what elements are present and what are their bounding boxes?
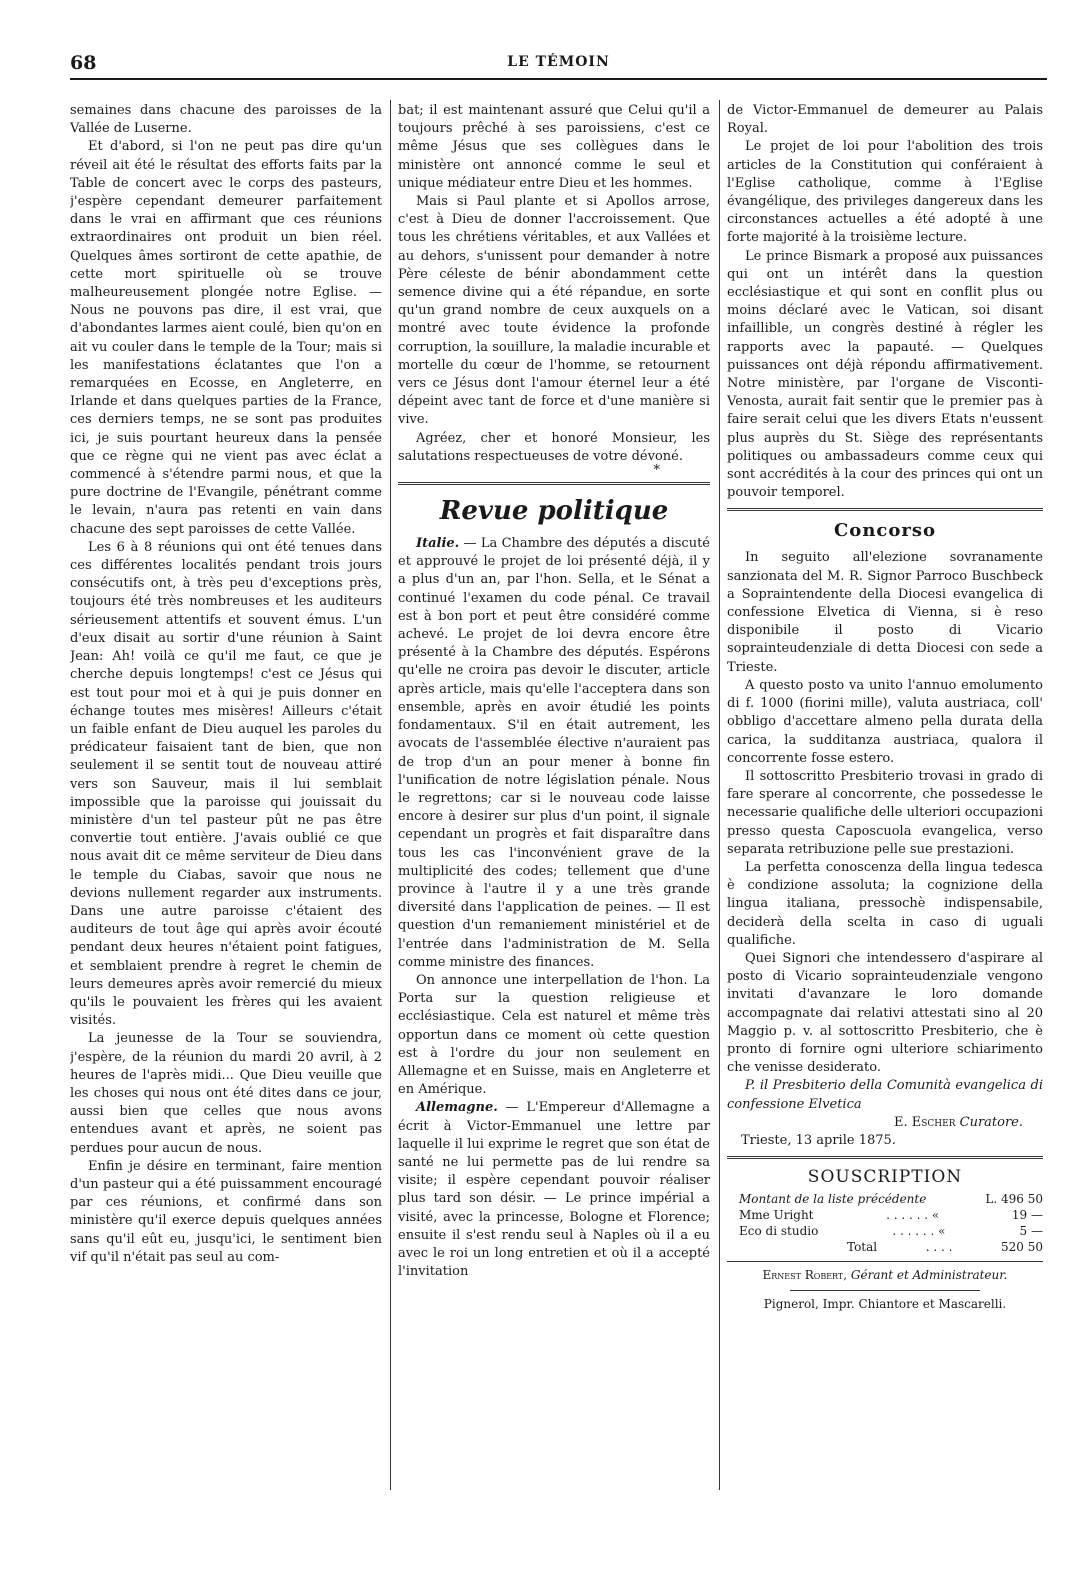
italie-paragraph (398, 535, 710, 972)
souscription-label: Montant de la liste précédente (739, 1192, 927, 1207)
newspaper-title: LE TÉMOIN (507, 54, 610, 70)
column-right (727, 102, 1043, 1492)
total-dots: . . . . (925, 1240, 953, 1255)
paragraph: Il sottoscritto Presbiterio trovasi in grado di fare sperare al concorrente, che possedesse le necessarie qualifiche delle ulteriori occupazioni presso questa Caposcuola evangelica, verso separata retribuzione pelle sue prestazioni. (727, 768, 1043, 857)
souscription-row (727, 1207, 1043, 1223)
presbiterio-text: P. il Presbiterio della Comunità evangelica di confessione Elvetica (727, 1078, 1043, 1112)
allemagne-paragraph (398, 1099, 710, 1281)
paragraph: Mais si Paul plante et si Apollos arrose, c'est à Dieu de donner l'accroissement. Que tous les chrétiens véritables, et aux Vallées et au dehors, s'unissent pour demander à notre Père céleste de bénir abondamment cette semence divine qui a été répandue, en sorte qu'un grand nombre de ceux auxquels on a montré avec toute évidence la profonde corruption, la souillure, la maladie incurable et mortelle du cœur de l'homme, se retournent vers ce Jésus dont l'amour éternel leur a été dépeint avec tant de force et d'une manière si vive. (398, 194, 710, 428)
section-title-concorso: Concorso (833, 520, 936, 542)
souscription-title: SOUSCRIPTION (807, 1167, 963, 1188)
paragraph: On annonce une interpellation de l'hon. La Porta sur la question religieuse et ecclésiastique. Cela est naturel et même très opportun dans ce moment où cette question est à l'ordre du jour non seulement en Allemagne et en Suisse, mais en Angleterre et en Amérique. (398, 972, 710, 1098)
section-title-revue-politique: Revue politique (439, 496, 669, 527)
gerant-role: Gérant et Administrateur. (850, 1268, 1008, 1283)
paragraph: Quei Signori che intendessero d'aspirare al posto di Vicario soprainteudenziale vengono invitati d'avanzare le loro domande accompagnate dai relativi attestati sino al 20 Maggio p. v. al sottoscritto Presbiterio, che è pronto di fornire ogni ulteriore schiarimento che venisse desiderato. (727, 950, 1043, 1076)
place-date: Trieste, 13 aprile 1875. (741, 1132, 896, 1148)
country-label-allemagne: Allemagne. (416, 1100, 498, 1116)
column-divider (390, 100, 391, 1490)
column-left (70, 102, 382, 1492)
paragraph: Le projet de loi pour l'abolition des trois articles de la Constitution qui conféraient à l'Eglise catholique, comme à l'Eglise évangélique, des privileges dangereux dans les circonstances actuelles a été adopté à une forte majorité à la troisième lecture. (727, 139, 1043, 246)
gerant-name: Ernest Robert, (762, 1268, 848, 1283)
paragraph: de Victor-Emmanuel de demeurer au Palais Royal. (727, 103, 1043, 137)
total-value: 520 50 (1000, 1240, 1043, 1255)
paragraph: bat; il est maintenant assuré que Celui qu'il a toujours prêché à ses paroissiens, c'est ce même Jésus que ses collègues dans le ministère ont annoncé comme le seul et unique médiateur entre Dieu et les hommes. (398, 103, 710, 191)
page-header (70, 48, 1047, 80)
page-number: 68 (70, 52, 97, 74)
souscription-value: L. 496 50 (985, 1192, 1043, 1207)
column-middle (398, 102, 710, 1492)
paragraph: Agréez, cher et honoré Monsieur, les salutations respectueuses de votre dévoné. (398, 430, 710, 464)
signature-role: Curatore. (959, 1114, 1023, 1130)
gerant-line (727, 1266, 1043, 1284)
presbiterio-line (727, 1077, 1043, 1113)
paragraph: In seguito all'elezione sovranamente sanzionata del M. R. Signor Parroco Buschbeck a Sopraintendente della Diocesi evangelica di confessione Elvetica di Vienna, si è reso disponibile il posto di Vicario soprainteudenziale di detta Diocesi con sede a Trieste. (727, 550, 1043, 675)
paragraph: Et d'abord, si l'on ne peut pas dire qu'un réveil ait été le résultat des efforts faits par la Table de concert avec le corps des pasteurs, j'espère cependant demeurer parfaitement dans le vrai en affirmant que ces réunions extraordinaires ont produit un bien réel. Quelques âmes sortiront de cette apathie, de cette mort spirituelle où se trouve malheureusement plongée notre Eglise. — Nous ne pouvons pas dire, il est vrai, que d'abondantes larmes aient coulé, bien qu'on en ait vu couler dans le temple de la Tour; mais si les manifestations éclatantes que l'on a remarquées en Ecosse, en Angleterre, en Irlande et dans quelques parties de la France, ces derniers temps, ne se sont pas produites ici, je suis pourtant heureux dans la pensée que ce règne qui ne vient pas avec éclat a commencé à s'étendre parmi nous, et que la pure doctrine de l'Evangile, pénétrant comme le levain, n'aura pas retenti en vain dans chacune des sept paroisses de cette Vallée. (70, 139, 382, 537)
italie-text: — La Chambre des députés a discuté et approuvé le projet de loi présenté déjà, il y a plus d'un an, par l'hon. Sella, et le Sénat a continué l'examen du code pénal. Ce travail est à bon port et peut être considéré comme achevé. Le projet de loi devra encore être présenté à la Chambre des députés. Espérons qu'elle ne croira pas devoir le discuter, article après article, mais qu'elle l'acceptera dans son ensemble, après en avoir étudié les points fondamentaux. S'il en était autrement, les avocats de l'assemblée élective n'auraient pas de trop d'un an pour mener à bonne fin l'unification de notre législation pénale. Nous le regrettons; car si le nouveau code laisse encore à desirer sur plus d'un point, il signale cependant un progrès et fait disparaître dans tous les cas l'inconvénient grave de la multiplicité des codes; tellement que d'une province à l'autre il y a une très grande diversité dans l'application de peines. — Il est question d'un remaniement ministériel et de l'entrée dans l'administration de M. Sella comme ministre des finances. (398, 536, 710, 970)
souscription-dots: . . . . . . « (892, 1224, 946, 1239)
paragraph: A questo posto va unito l'annuo emolumento di f. 1000 (fiorini mille), valuta austriaca, coll' obbligo d'accettare almeno pella durata della carica, la sudditanza austriaca, qualora il concorrente fosse estero. (727, 677, 1043, 766)
paragraph: La perfetta conoscenza della lingua tedesca è condizione assoluta; la cognizione della lingua italiana, pressochè indispensabile, deciderà della scelta in caso di uguali qualifiche. (727, 859, 1043, 948)
souscription-value: 5 — (1019, 1224, 1043, 1239)
souscription-value: 19 — (1011, 1208, 1043, 1223)
section-divider (398, 482, 710, 485)
souscription-label: Mme Uright (739, 1208, 814, 1223)
souscription-total (727, 1239, 1043, 1255)
signature (727, 1114, 1043, 1132)
signature-name: E. Escher (893, 1114, 956, 1130)
souscription-row (727, 1191, 1043, 1207)
column-divider (719, 100, 720, 1490)
imprint-line: Pignerol, Impr. Chiantore et Mascarelli. (763, 1297, 1007, 1312)
souscription-label: Eco di studio (739, 1224, 819, 1239)
section-divider (727, 1156, 1043, 1159)
total-label: Total (847, 1240, 878, 1255)
souscription-dots: . . . . . . « (886, 1208, 940, 1223)
section-divider (727, 508, 1043, 511)
paragraph: semaines dans chacune des paroisses de la Vallée de Luserne. (70, 103, 382, 137)
section-divider (727, 1261, 1043, 1262)
paragraph: Enfin je désire en terminant, faire mention d'un pasteur qui a été puissamment encouragé par ces réunions, et confirmé dans son ministère qu'il exerce depuis quelques années sans qu'il eût eu, jusqu'ici, le sentiment bien vif qu'il n'était pas seul au com- (70, 1158, 382, 1265)
country-label-italie: Italie. (416, 536, 460, 552)
paragraph: Le prince Bismark a proposé aux puissances qui ont un intérêt dans la question ecclésiastique et qui sont en conflit plus ou moins déclaré avec le Vatican, soi disant infaillible, un congrès destiné à régler les rapports avec la papauté. — Quelques puissances ont déjà répondu affirmativement. Notre ministère, par l'organe de Visconti-Venosta, aurait fait sentir que le premier pas à faire serait celui que les divers Etats n'eussent plus auprès du St. Siège des représentants politiques ou ambassadeurs comme ceux qui sont accrédités à la cour des princes qui ont un pouvoir temporel. (727, 248, 1043, 501)
section-divider (790, 1290, 980, 1291)
allemagne-text: — L'Empereur d'Allemagne a écrit à Victor-Emmanuel une lettre par laquelle il lui exprime le regret que son état de santé ne lui permette pas de lui rendre sa visite; il espère cependant pouvoir réaliser plus tard son désir. — Le prince impérial a visité, avec la princesse, Bologne et Florence; ensuite il s'est rendu seul à Naples où il a eu avec le roi un long entretien et où il a accepté l'invitation (398, 1100, 710, 1280)
souscription-row (727, 1223, 1043, 1239)
separator-star: * (653, 463, 660, 479)
paragraph: Les 6 à 8 réunions qui ont été tenues dans ces différentes localités pendant trois jours consécutifs ont, à très peu d'exceptions près, toujours été très nombreuses et les auditeurs sérieusement attentifs et souvent émus. L'un d'eux disait au sortir d'une réunion à Saint Jean: Ah! voilà ce qu'il me faut, ce que je cherche depuis longtemps! c'est ce Jésus qui est tout pour moi et à qui je puis donner en échange toutes mes misères! Ailleurs c'était un faible enfant de Dieu auquel les paroles du prédicateur faisaient tant de bien, que non seulement il se sentit tout de nouveau attiré vers son Sauveur, mais il lui semblait impossible que la paroisse qui jouissait du ministère d'un tel pasteur pût ne pas être convertie tout entière. J'avais oublié ce que nous avait dit ce même serviteur de Dieu dans le temple du Ciabas, savoir que nous ne devions nullement regarder aux instruments. Dans une autre paroisse c'étaient des auditeurs de tout âge qui après avoir écouté pendant deux heures n'étaient point fatigues, et semblaient prendre à regret le chemin de leurs demeures après avoir remercié du mieux qu'ils le pouvaient les frères qui les avaient visités. (70, 539, 382, 1029)
paragraph: La jeunesse de la Tour se souviendra, j'espère, de la réunion du mardi 20 avril, à 2 heures de l'après midi... Que Dieu veuille que les choses qui nous ont été dites dans ce jour, aussi bien que celles que nous avons entendues avant et après, ne soient pas perdues pour aucun de nous. (70, 1031, 382, 1156)
